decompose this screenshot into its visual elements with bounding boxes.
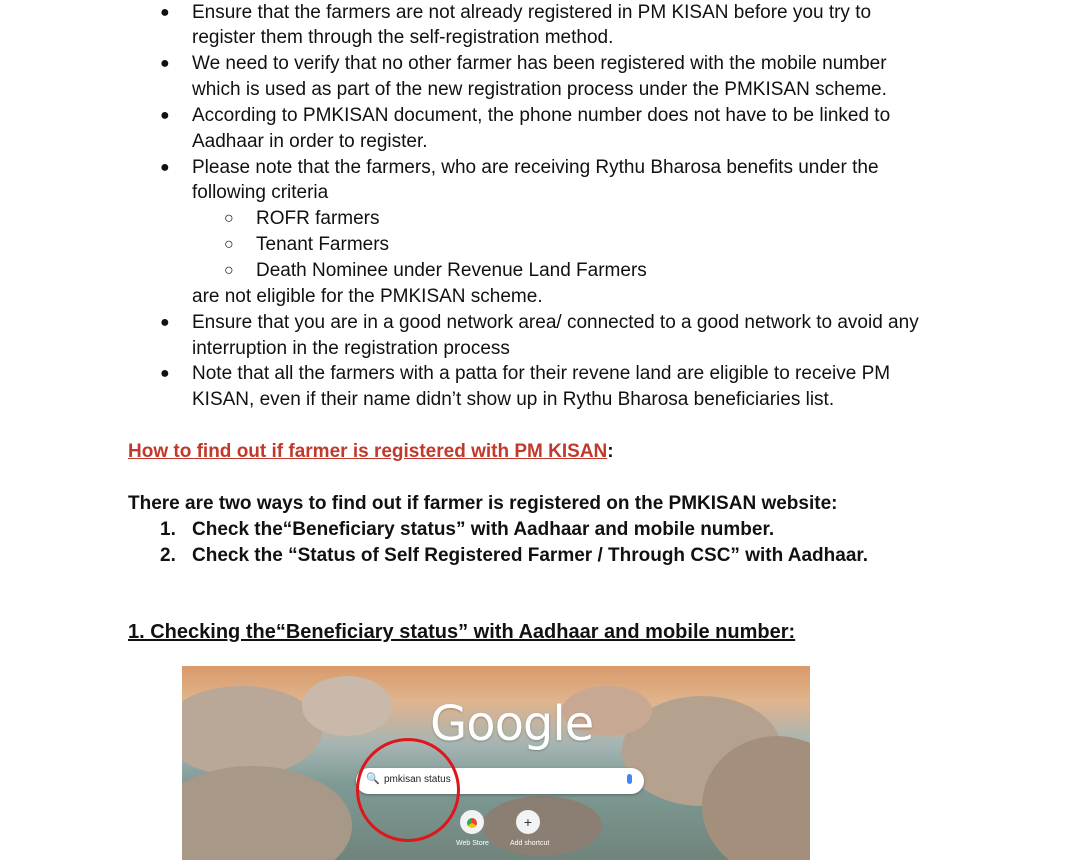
google-logo: Google [430, 696, 594, 752]
not-eligible-text: are not eligible for the PMKISAN scheme. [192, 286, 543, 307]
highlight-circle [356, 738, 460, 842]
bullet-3-line-1: According to PMKISAN document, the phone number does not have to be linked to [192, 105, 891, 126]
section-heading [128, 439, 614, 465]
bullet-4-line-1: Please note that the farmers, who are receiving Rythu Bharosa benefits under the [192, 157, 879, 178]
bullet-4-line-2: following criteria [192, 182, 329, 203]
sub-bullet-3: Death Nominee under Revenue Land Farmers [256, 260, 647, 281]
bullet-dot-icon: ● [160, 365, 170, 382]
step-1-heading: 1. Checking the“Beneficiary status” with Aadhaar and mobile number: [128, 621, 796, 643]
search-icon: 🔍 [366, 773, 380, 785]
web-store-icon[interactable] [460, 810, 484, 834]
sub-bullet-circle-icon: ○ [224, 210, 234, 227]
sub-bullet-circle-icon: ○ [224, 262, 234, 279]
bullet-3-line-2: Aadhaar in order to register. [192, 131, 428, 152]
web-store-label: Web Store [456, 840, 489, 847]
sub-bullet-circle-icon: ○ [224, 236, 234, 253]
bullet-dot-icon: ● [160, 107, 170, 124]
section-colon: : [607, 441, 614, 462]
bullet-6-line-1: Note that all the farmers with a patta for their revene land are eligible to receive PM [192, 363, 891, 384]
bullet-dot-icon: ● [160, 314, 170, 331]
sub-bullet-1: ROFR farmers [256, 208, 380, 229]
bullet-dot-icon: ● [160, 55, 170, 72]
add-shortcut-icon[interactable]: + [516, 810, 540, 834]
bullet-dot-icon: ● [160, 4, 170, 21]
pmkisan-check-link[interactable]: How to find out if farmer is registered with PM KISAN [128, 441, 608, 462]
rock-shape [302, 676, 392, 736]
bullet-5-line-2: interruption in the registration process [192, 338, 510, 359]
bullet-1-line-2: register them through the self-registration method. [192, 27, 614, 48]
ways-intro: There are two ways to find out if farmer is registered on the PMKISAN website: [128, 493, 838, 514]
way-number: 1. [160, 519, 176, 540]
bullet-2-line-2: which is used as part of the new registration process under the PMKISAN scheme. [192, 79, 887, 100]
bullet-2-line-1: We need to verify that no other farmer has been registered with the mobile number [192, 53, 887, 74]
way-1-text: Check the“Beneficiary status” with Aadhaar and mobile number. [192, 519, 775, 540]
rock-shape [182, 686, 322, 776]
rock-shape [182, 766, 352, 860]
way-number: 2. [160, 545, 176, 566]
sub-bullet-2: Tenant Farmers [256, 234, 390, 255]
microphone-icon [627, 774, 632, 784]
rock-shape [482, 796, 602, 856]
bullet-5-line-1: Ensure that you are in a good network area/ connected to a good network to avoid any [192, 312, 919, 333]
bullet-dot-icon: ● [160, 159, 170, 176]
way-2-text: Check the “Status of Self Registered Farmer / Through CSC” with Aadhaar. [192, 545, 869, 566]
google-search-screenshot [182, 666, 810, 860]
search-query: pmkisan status [384, 774, 451, 785]
add-shortcut-label: Add shortcut [510, 840, 550, 847]
bullet-1-line-1: Ensure that the farmers are not already registered in PM KISAN before you try to [192, 2, 872, 23]
bullet-6-line-2: KISAN, even if their name didn’t show up in Rythu Bharosa beneficiaries list. [192, 389, 835, 410]
